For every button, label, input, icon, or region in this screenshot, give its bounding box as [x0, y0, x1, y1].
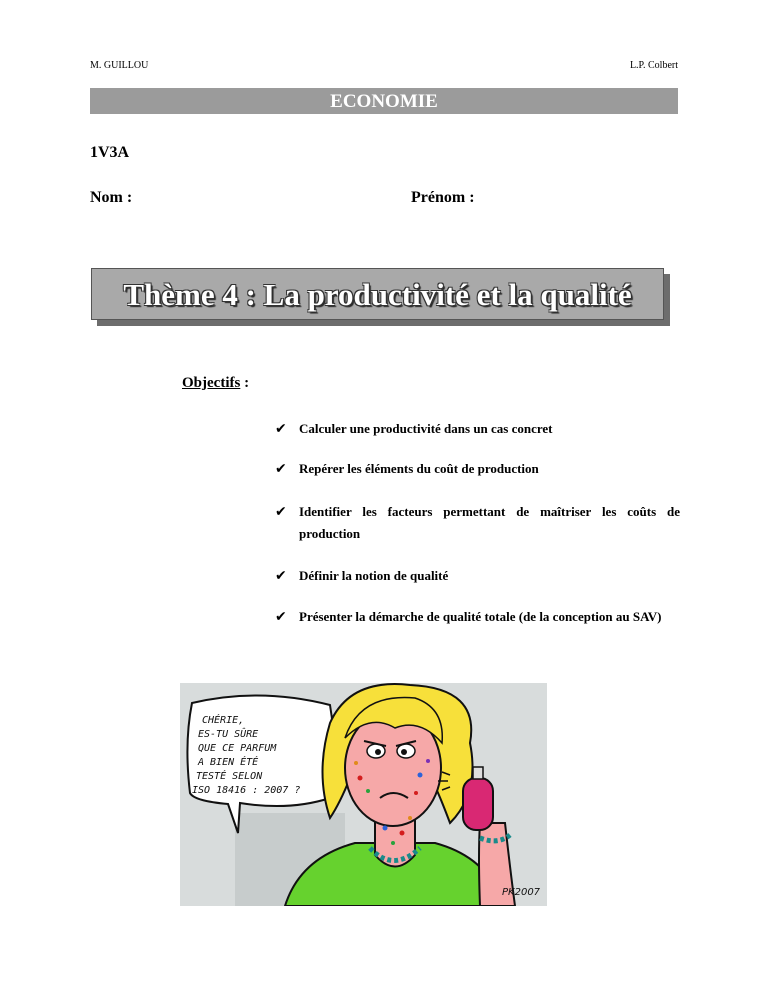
objective-item [275, 501, 680, 545]
cartoon-signature: PK2007 [502, 887, 541, 898]
objective-item [275, 565, 680, 587]
checkmark-icon: ✔ [275, 568, 287, 584]
objective-item [275, 458, 680, 480]
speech-line: CHÉRIE, [202, 715, 245, 726]
perfume-bottle [463, 778, 493, 830]
objectives-heading [182, 375, 249, 392]
nom-label: Nom : [90, 189, 133, 206]
prenom-label: Prénom : [411, 189, 475, 206]
checkmark-icon: ✔ [275, 609, 287, 625]
objectives-heading-text: Objectifs [182, 375, 241, 391]
objective-text: Définir la notion de qualité [299, 568, 449, 583]
speech-line: QUE CE PARFUM [198, 743, 277, 754]
speech-line: TESTÉ SELON [196, 771, 263, 782]
checkmark-icon: ✔ [275, 461, 287, 477]
class-label: 1V3A [90, 144, 130, 161]
speech-line: ISO 18416 : 2007 ? [192, 785, 301, 796]
pupil-right [401, 749, 407, 755]
checkmark-icon: ✔ [275, 421, 287, 437]
pupil-left [375, 749, 381, 755]
objective-item [275, 418, 680, 440]
checkmark-icon: ✔ [275, 504, 287, 520]
objective-text: Identifier les facteurs permettant de maîtriser les coûts de production [299, 504, 680, 541]
header-author: M. GUILLOU [90, 60, 149, 71]
objective-text: Repérer les éléments du coût de production [299, 461, 539, 476]
objective-text: Calculer une productivité dans un cas concret [299, 421, 553, 436]
perfume-nozzle [473, 767, 483, 779]
objective-text: Présenter la démarche de qualité totale (de la conception au SAV) [299, 609, 662, 624]
cartoon-illustration [180, 683, 547, 906]
speech-line: A BIEN ÉTÉ [198, 757, 259, 768]
objective-item [275, 606, 680, 628]
speech-line: ES-TU SÛRE [198, 729, 259, 740]
theme-title: Thème 4 : La productivité et la qualité [91, 268, 664, 320]
header-school: L.P. Colbert [629, 60, 678, 71]
subject-banner: ECONOMIE [90, 88, 678, 114]
objectives-colon: : [240, 375, 250, 391]
